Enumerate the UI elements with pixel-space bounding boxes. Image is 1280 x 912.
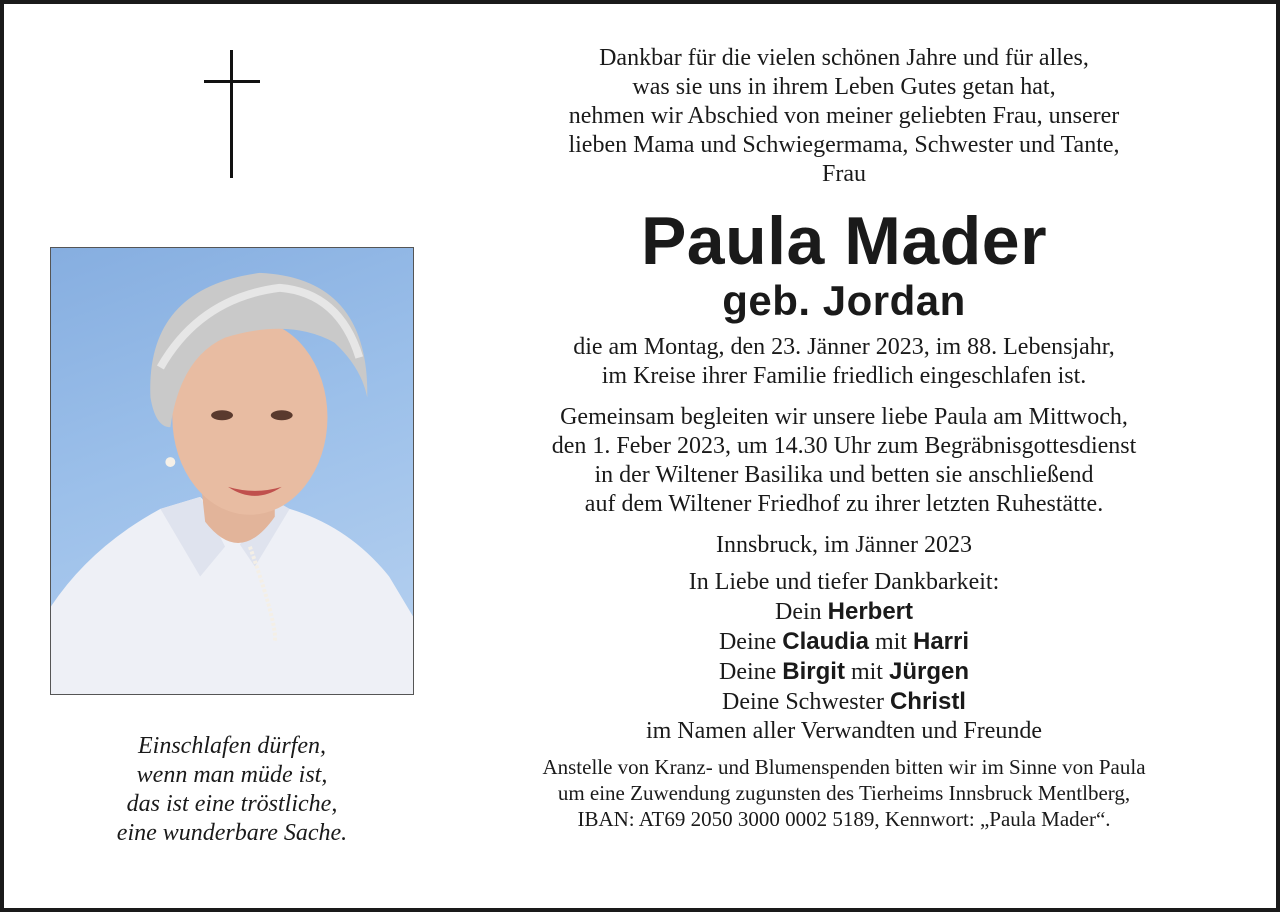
deceased-name: Paula Mader xyxy=(640,203,1048,279)
intro-line: Dankbar für die vielen schönen Jahre und für alles, xyxy=(599,45,1089,71)
family-name: Jürgen xyxy=(888,658,969,685)
portrait-photo xyxy=(50,247,414,695)
family-line: Deine Birgit mit Jürgen xyxy=(718,658,969,685)
intro-line: lieben Mama und Schwiegermama, Schwester und Tante, xyxy=(568,132,1120,158)
funeral-line: in der Wiltener Basilika und betten sie anschließend xyxy=(594,462,1094,488)
family-name: Christl xyxy=(889,688,966,715)
donation-line: IBAN: AT69 2050 3000 0002 5189, Kennwort: „Paula Mader“. xyxy=(577,807,1111,831)
family-name: Herbert xyxy=(827,598,913,625)
death-line: die am Montag, den 23. Jänner 2023, im 88. Lebensjahr, xyxy=(573,334,1115,360)
funeral-line: auf dem Wiltener Friedhof zu ihrer letzten Ruhestätte. xyxy=(584,491,1104,517)
intro-line: was sie uns in ihrem Leben Gutes getan hat, xyxy=(632,74,1056,100)
donation-note xyxy=(474,754,1214,832)
funeral-line: den 1. Feber 2023, um 14.30 Uhr zum Begräbnisgottesdienst xyxy=(551,433,1137,459)
family-name: Birgit xyxy=(782,658,845,685)
family-signature xyxy=(474,568,1214,746)
donation-line: um eine Zuwendung zugunsten des Tierheims Innsbruck Mentlberg, xyxy=(557,781,1131,805)
place-date: Innsbruck, im Jänner 2023 xyxy=(716,532,972,558)
funeral-line: Gemeinsam begleiten wir unsere liebe Paula am Mittwoch, xyxy=(560,404,1128,430)
poem xyxy=(50,732,414,848)
poem-line: eine wunderbare Sache. xyxy=(116,820,348,846)
maiden-name: geb. Jordan xyxy=(722,277,966,324)
intro-line: nehmen wir Abschied von meiner geliebten Frau, unserer xyxy=(568,103,1120,129)
cross-icon xyxy=(204,50,260,178)
funeral-text xyxy=(474,403,1214,519)
intro-line: Frau xyxy=(822,161,866,187)
family-line: Deine Claudia mit Harri xyxy=(718,628,970,655)
death-line: im Kreise ihrer Familie friedlich eingeschlafen ist. xyxy=(601,363,1087,389)
intro-text xyxy=(474,44,1214,189)
relatives-line: im Namen aller Verwandten und Freunde xyxy=(645,718,1043,744)
poem-line: wenn man müde ist, xyxy=(136,762,328,788)
family-name: Harri xyxy=(912,628,970,655)
poem-line: das ist eine tröstliche, xyxy=(126,791,338,817)
notice-text xyxy=(474,44,1214,832)
family-line: Deine Schwester Christl xyxy=(722,688,966,715)
thanks-line: In Liebe und tiefer Dankbarkeit: xyxy=(688,569,1000,595)
donation-line: Anstelle von Kranz- und Blumenspenden bitten wir im Sinne von Paula xyxy=(542,755,1146,779)
family-line: Dein Herbert xyxy=(774,598,913,625)
family-name: Claudia xyxy=(782,628,869,655)
poem-line: Einschlafen dürfen, xyxy=(138,733,326,759)
death-text xyxy=(474,333,1214,391)
